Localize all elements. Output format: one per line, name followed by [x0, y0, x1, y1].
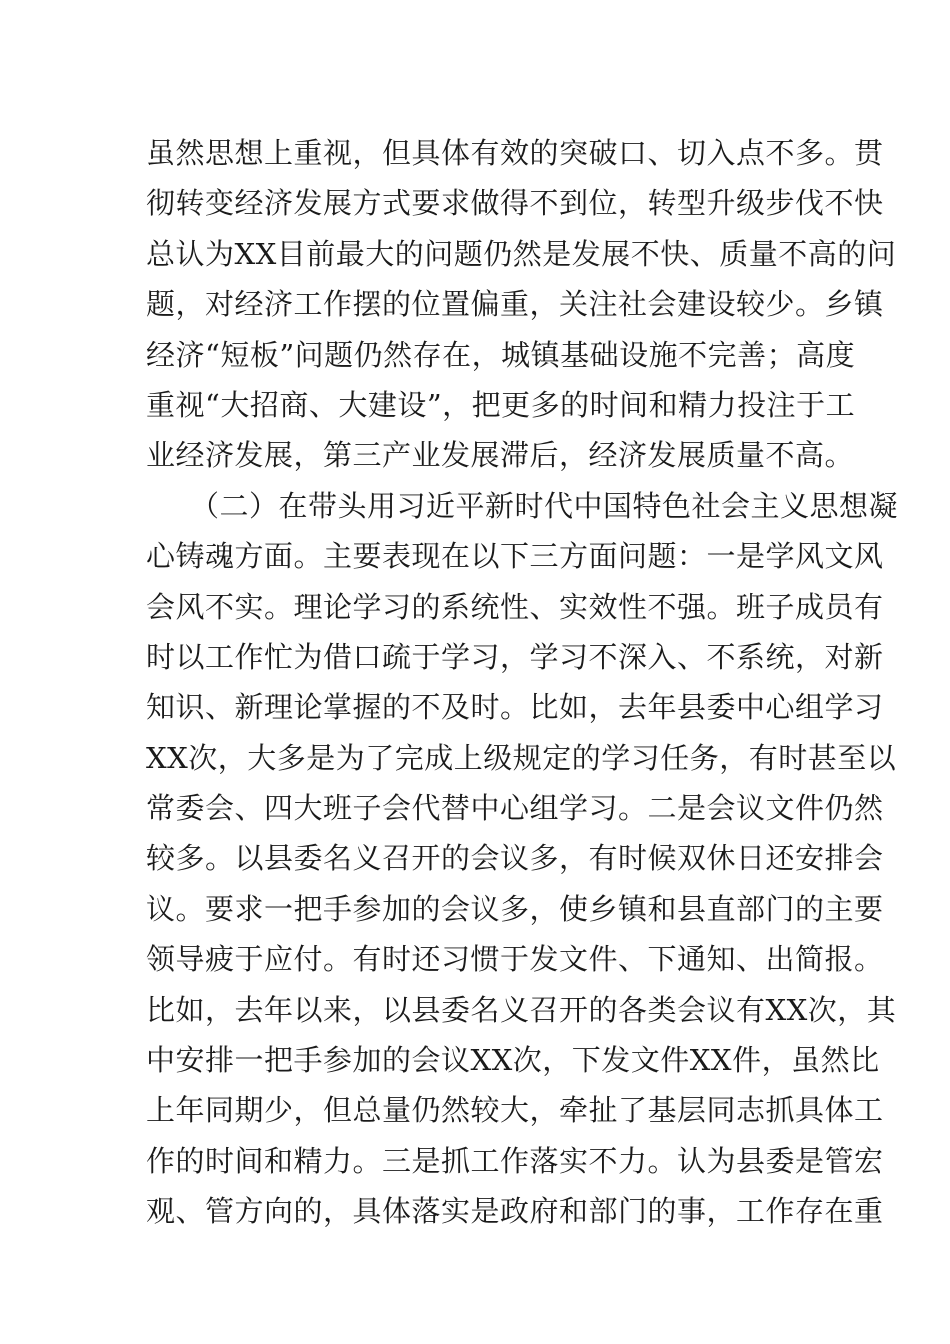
text-line: 观、管方向的，具体落实是政府和部门的事，工作存在重	[146, 1194, 884, 1229]
text-line: 常委会、四大班子会代替中心组学习。二是会议文件仍然	[146, 791, 884, 826]
text-line: 彻转变经济发展方式要求做得不到位，转型升级步伐不快	[146, 186, 884, 221]
text-line: 时以工作忙为借口疏于学习，学习不深入、不系统，对新	[146, 639, 884, 674]
text-line: 比如，去年以来，以县委名义召开的各类会议有XX次，其	[146, 992, 897, 1027]
text-line: 题，对经济工作摆的位置偏重，关注社会建设较少。乡镇	[146, 287, 884, 322]
section-heading-line: （二）在带头用习近平新时代中国特色社会主义思想凝	[190, 488, 899, 523]
text-line: 上年同期少，但总量仍然较大，牵扯了基层同志抓具体工	[146, 1093, 884, 1128]
text-line: 领导疲于应付。有时还习惯于发文件、下通知、出简报。	[146, 942, 884, 977]
text-line: 中安排一把手参加的会议XX次，下发文件XX件，虽然比	[146, 1043, 880, 1078]
text-line: 议。要求一把手参加的会议多，使乡镇和县直部门的主要	[146, 891, 884, 926]
text-line: 知识、新理论掌握的不及时。比如，去年县委中心组学习	[146, 690, 884, 725]
text-line: 较多。以县委名义召开的会议多，有时候双休日还安排会	[146, 841, 884, 876]
text-line: 经济“短板”问题仍然存在，城镇基础设施不完善；高度	[146, 337, 856, 372]
text-line: 作的时间和精力。三是抓工作落实不力。认为县委是管宏	[146, 1143, 884, 1178]
text-line: 重视“大招商、大建设”，把更多的时间和精力投注于工	[146, 387, 856, 422]
text-line: 心铸魂方面。主要表现在以下三方面问题：一是学风文风	[146, 539, 884, 574]
text-line: 业经济发展，第三产业发展滞后，经济发展质量不高。	[146, 438, 855, 473]
text-line: 总认为XX目前最大的问题仍然是发展不快、质量不高的问	[146, 236, 897, 271]
text-line: 虽然思想上重视，但具体有效的突破口、切入点不多。贯	[146, 136, 884, 170]
document-body	[146, 128, 899, 1237]
text-line: 会风不实。理论学习的系统性、实效性不强。班子成员有	[146, 589, 884, 624]
text-line: XX次，大多是为了完成上级规定的学习任务，有时甚至以	[146, 740, 897, 775]
